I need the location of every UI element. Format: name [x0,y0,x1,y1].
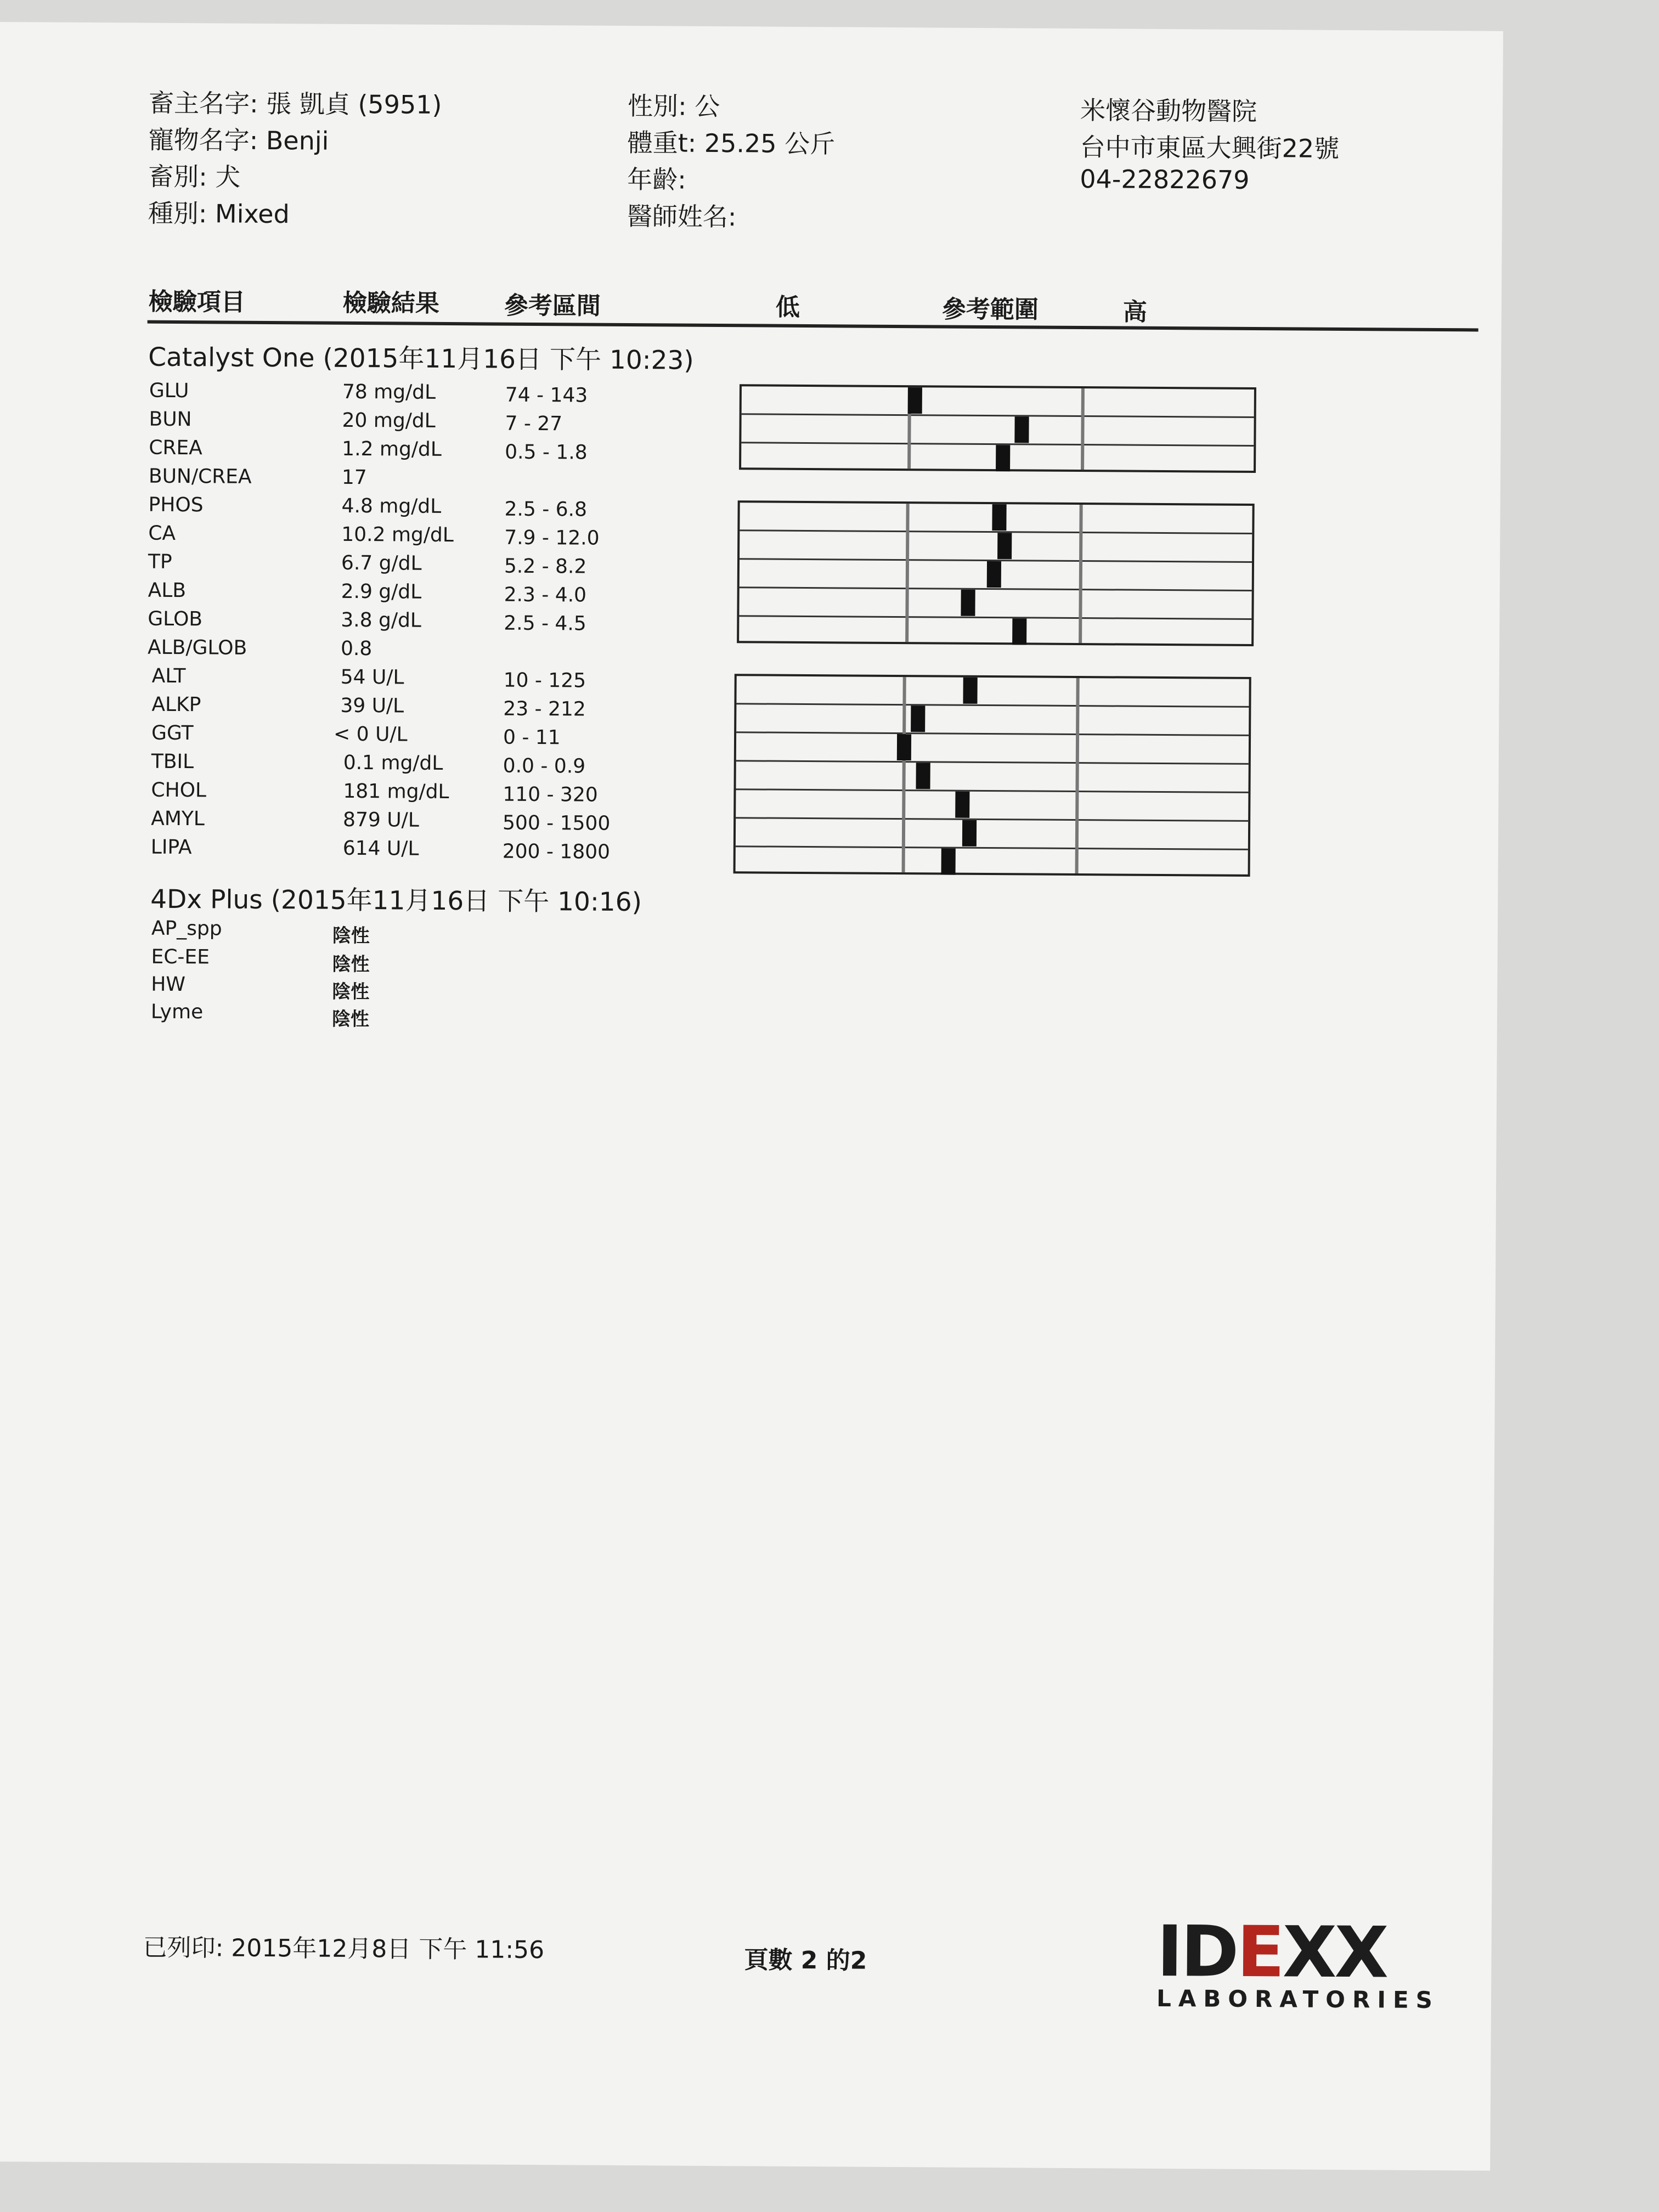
owner-name: 畜主名字: 張 凱貞 (5951) [148,88,442,120]
test-name: TBIL [151,750,194,774]
result-marker [996,445,1010,471]
clinic-phone: 04-22822679 [1080,164,1250,195]
logo-part-a: ID [1156,1910,1237,1993]
col-low: 低 [775,293,800,321]
result-marker [916,763,930,789]
test-name: GLU [149,379,189,403]
reference-interval: 5.2 - 8.2 [504,555,587,578]
result-marker [997,533,1012,559]
gauge-row-divider [742,413,1254,418]
logo-part-b: XX [1282,1911,1387,1994]
test-name: CHOL [151,778,207,802]
reference-interval: 10 - 125 [503,669,586,692]
gauge-row-divider [736,845,1248,850]
test-name: ALB/GLOB [147,636,247,659]
lab-report-page [0,22,1503,2171]
col-range: 參考範圍 [941,295,1039,324]
reference-interval: 7 - 27 [505,412,563,436]
gauge-group [737,500,1255,646]
pet-name: 寵物名字: Benji [148,125,329,156]
gauge-row-divider [736,731,1249,736]
test-name: BUN [149,408,192,431]
fourdx-test-result: 陰性 [332,924,370,947]
reference-interval: 110 - 320 [503,783,598,806]
reference-interval: 23 - 212 [503,697,586,721]
gauge-row-divider [736,788,1248,793]
fourdx-test-name: HW [151,973,186,996]
test-result: < 0 U/L [333,723,408,746]
idexx-logo [1156,1911,1440,2013]
reference-interval: 500 - 1500 [502,811,611,835]
gauge-row-divider [736,817,1248,822]
test-result: 2.9 g/dL [341,580,422,603]
reference-interval: 0.5 - 1.8 [505,441,588,464]
test-name: ALKP [151,693,201,716]
reference-interval: 200 - 1800 [502,840,611,864]
test-name: BUN/CREA [148,465,252,488]
fourdx-test-name: AP_spp [151,917,222,940]
result-marker [961,590,975,616]
result-marker [1015,416,1029,443]
result-marker [911,706,926,732]
reference-gauges [0,22,1503,31]
clinic-name: 米懷谷動物醫院 [1080,95,1257,126]
age: 年齡: [627,164,686,195]
test-name: GGT [151,721,194,745]
test-result: 181 mg/dL [343,780,449,804]
col-high: 高 [1122,298,1147,326]
range-high-line [1079,505,1083,643]
result-marker [963,678,978,704]
sex: 性別: 公 [627,91,720,122]
test-name: LIPA [150,836,192,859]
col-item: 檢驗項目 [148,287,246,317]
gauge-row-divider [736,703,1249,708]
fourdx-test-result: 陰性 [331,1008,370,1031]
gauge-row-divider [739,615,1251,620]
reference-interval: 2.5 - 4.5 [504,612,586,635]
range-high-line [1075,678,1079,873]
test-name: TP [148,550,172,573]
idexx-laboratories: LABORATORIES [1156,1984,1440,2014]
test-result: 4.8 mg/dL [341,494,442,518]
test-name: CREA [149,436,202,460]
fourdx-test-result: 陰性 [332,980,370,1003]
test-result: 0.8 [340,637,373,661]
test-name: ALB [148,579,187,602]
reference-interval: 74 - 143 [505,383,588,407]
test-result: 54 U/L [340,665,404,689]
test-result: 614 U/L [342,837,419,860]
test-result: 17 [341,466,367,489]
fourdx-test-result: 陰性 [332,953,370,976]
result-marker [992,504,1007,531]
test-result: 3.8 g/dL [341,608,422,632]
reference-interval: 2.5 - 6.8 [504,498,588,521]
test-name: CA [148,522,176,545]
clinic-address: 台中市東區大興街22號 [1080,132,1340,163]
result-marker [941,849,956,875]
gauge-row-divider [736,760,1249,765]
fourdx-title: 4Dx Plus (2015年11月16日 下午 10:16) [150,884,642,918]
fourdx-test-name: Lyme [150,1000,204,1024]
test-result: 1.2 mg/dL [342,437,442,461]
test-result: 10.2 mg/dL [341,523,454,547]
gauge-group [733,674,1251,877]
result-marker [1012,618,1026,645]
test-result: 879 U/L [343,808,419,832]
result-marker [897,734,911,760]
col-result: 檢驗結果 [342,289,440,318]
col-ref: 參考區間 [504,291,601,320]
doctor-name: 醫師姓名: [627,201,737,232]
test-result: 6.7 g/dL [341,551,422,575]
result-marker [907,387,922,414]
species: 畜別: 犬 [148,161,241,192]
test-name: GLOB [148,607,203,631]
reference-interval: 2.3 - 4.0 [504,583,587,607]
test-result: 0.1 mg/dL [343,751,443,775]
test-name: PHOS [148,493,204,517]
page-number: 頁數 2 的2 [744,1946,867,1975]
print-date: 已列印: 2015年12月8日 下午 11:56 [143,1933,545,1965]
breed: 種別: Mixed [148,198,290,229]
range-low-line [905,504,910,642]
test-result: 20 mg/dL [342,409,436,432]
range-low-line [902,677,906,872]
logo-mark: E [1236,1911,1283,1994]
reference-interval: 7.9 - 12.0 [504,526,600,550]
catalyst-title: Catalyst One (2015年11月16日 下午 10:23) [148,342,694,376]
range-high-line [1081,388,1085,470]
result-marker [962,820,977,847]
test-result: 39 U/L [340,694,404,718]
test-name: AMYL [151,807,205,831]
test-result: 78 mg/dL [342,380,436,404]
reference-interval: 0 - 11 [503,726,561,749]
result-marker [987,561,1001,588]
idexx-wordmark [1156,1911,1440,1994]
test-name: ALT [151,664,186,688]
weight: 體重t: 25.25 公斤 [627,127,836,159]
fourdx-test-name: EC-EE [151,945,210,969]
result-marker [956,792,970,818]
gauge-group [739,384,1256,473]
reference-interval: 0.0 - 0.9 [503,754,586,778]
header-rule [148,320,1479,332]
